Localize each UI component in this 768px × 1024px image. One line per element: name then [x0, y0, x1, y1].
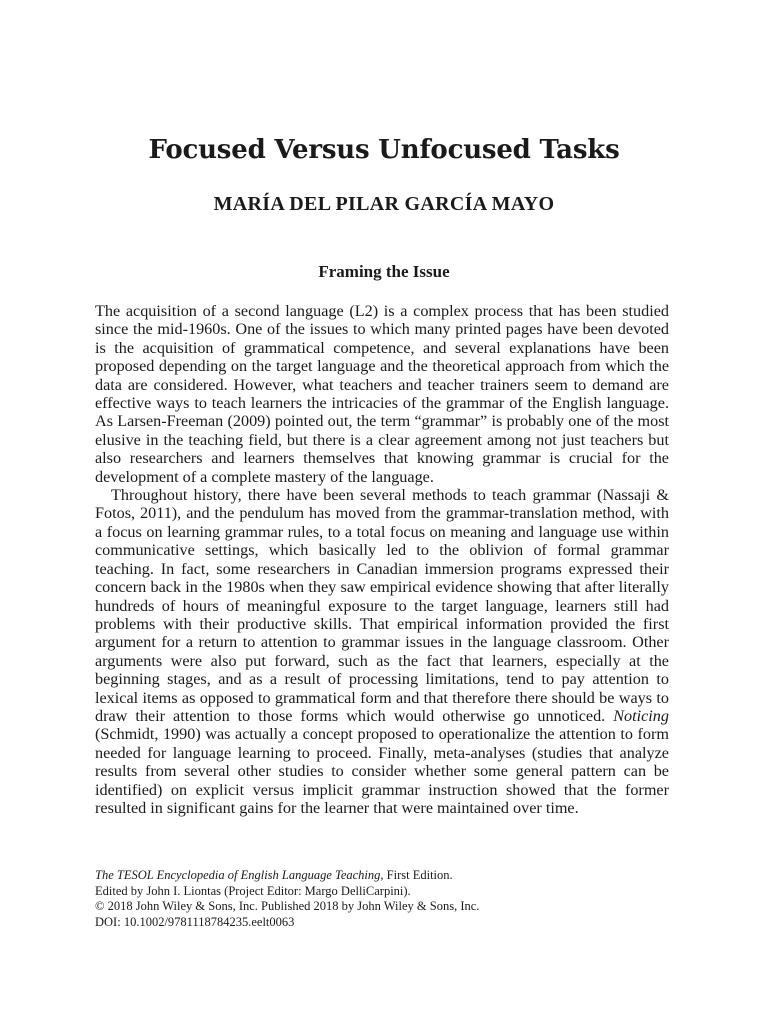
section-heading: Framing the Issue [318, 262, 450, 281]
paragraph-2-text-a: Throughout history, there have been several methods to teach grammar (Nassaji & Fotos, 2011), and the pendulum has moved from the grammar-translation method, with a focus on learning grammar rules, to a total focus on meaning and language use within communicative settings, which basically led to the oblivion of formal grammar teaching. In fact, some researchers in Canadian immersion programs expressed their concern back in the 1980s when they saw empirical evidence showing that after literally hundreds of hours of meaningful exposure to the target language, learners still had problems with their productive skills. That empirical information provided the first argument for a return to attention to grammar issues in the language classroom. Other arguments were also put forward, such as the fact that learners, especially at the beginning stages, and as a result of processing limitations, tend to pay attention to lexical items as opposed to grammatical form and that therefore there should be ways to draw their attention to those forms which would otherwise go unnoticed. [95, 486, 669, 725]
article-title: Focused Versus Unfocused Tasks [148, 135, 620, 165]
article-author: MARÍA DEL PILAR GARCÍA MAYO [213, 193, 555, 215]
article-body [95, 302, 669, 817]
paragraph-2 [95, 486, 669, 817]
footer-copyright: © 2018 John Wiley & Sons, Inc. Published 2018 by John Wiley & Sons, Inc. [95, 899, 480, 913]
publication-footer [95, 868, 669, 930]
footer-edition: , First Edition. [380, 868, 453, 882]
paragraph-2-text-b: (Schmidt, 1990) was actually a concept proposed to operationalize the attention to form needed for language learning to proceed. Finally, meta-analyses (studies that analyze results from several other studies to consider whether some general pattern can be identified) on explicit versus implicit grammar instruction showed that the former resulted in significant gains for the learner that were maintained over time. [95, 725, 669, 817]
paragraph-1: The acquisition of a second language (L2) is a complex process that has been studied since the mid-1960s. One of the issues to which many printed pages have been devoted is the acquisition of grammatical competence, and several explanations have been proposed depending on the target language and the theoretical approach from which the data are considered. However, what teachers and teacher trainers seem to demand are effective ways to teach learners the intricacies of the grammar of the English language. As Larsen-Freeman (2009) pointed out, the term “grammar” is probably one of the most elusive in the teaching field, but there is a clear agreement among not just teachers but also researchers and learners themselves that knowing grammar is crucial for the development of a complete mastery of the language. [95, 302, 669, 486]
noticing-term: Noticing [613, 706, 669, 725]
footer-book-title: The TESOL Encyclopedia of English Language Teaching [95, 868, 381, 882]
footer-book-line [95, 868, 669, 884]
footer-editors: Edited by John I. Liontas (Project Editor: Margo DelliCarpini). [95, 883, 411, 898]
footer-doi: DOI: 10.1002/9781118784235.eelt0063 [95, 914, 295, 929]
